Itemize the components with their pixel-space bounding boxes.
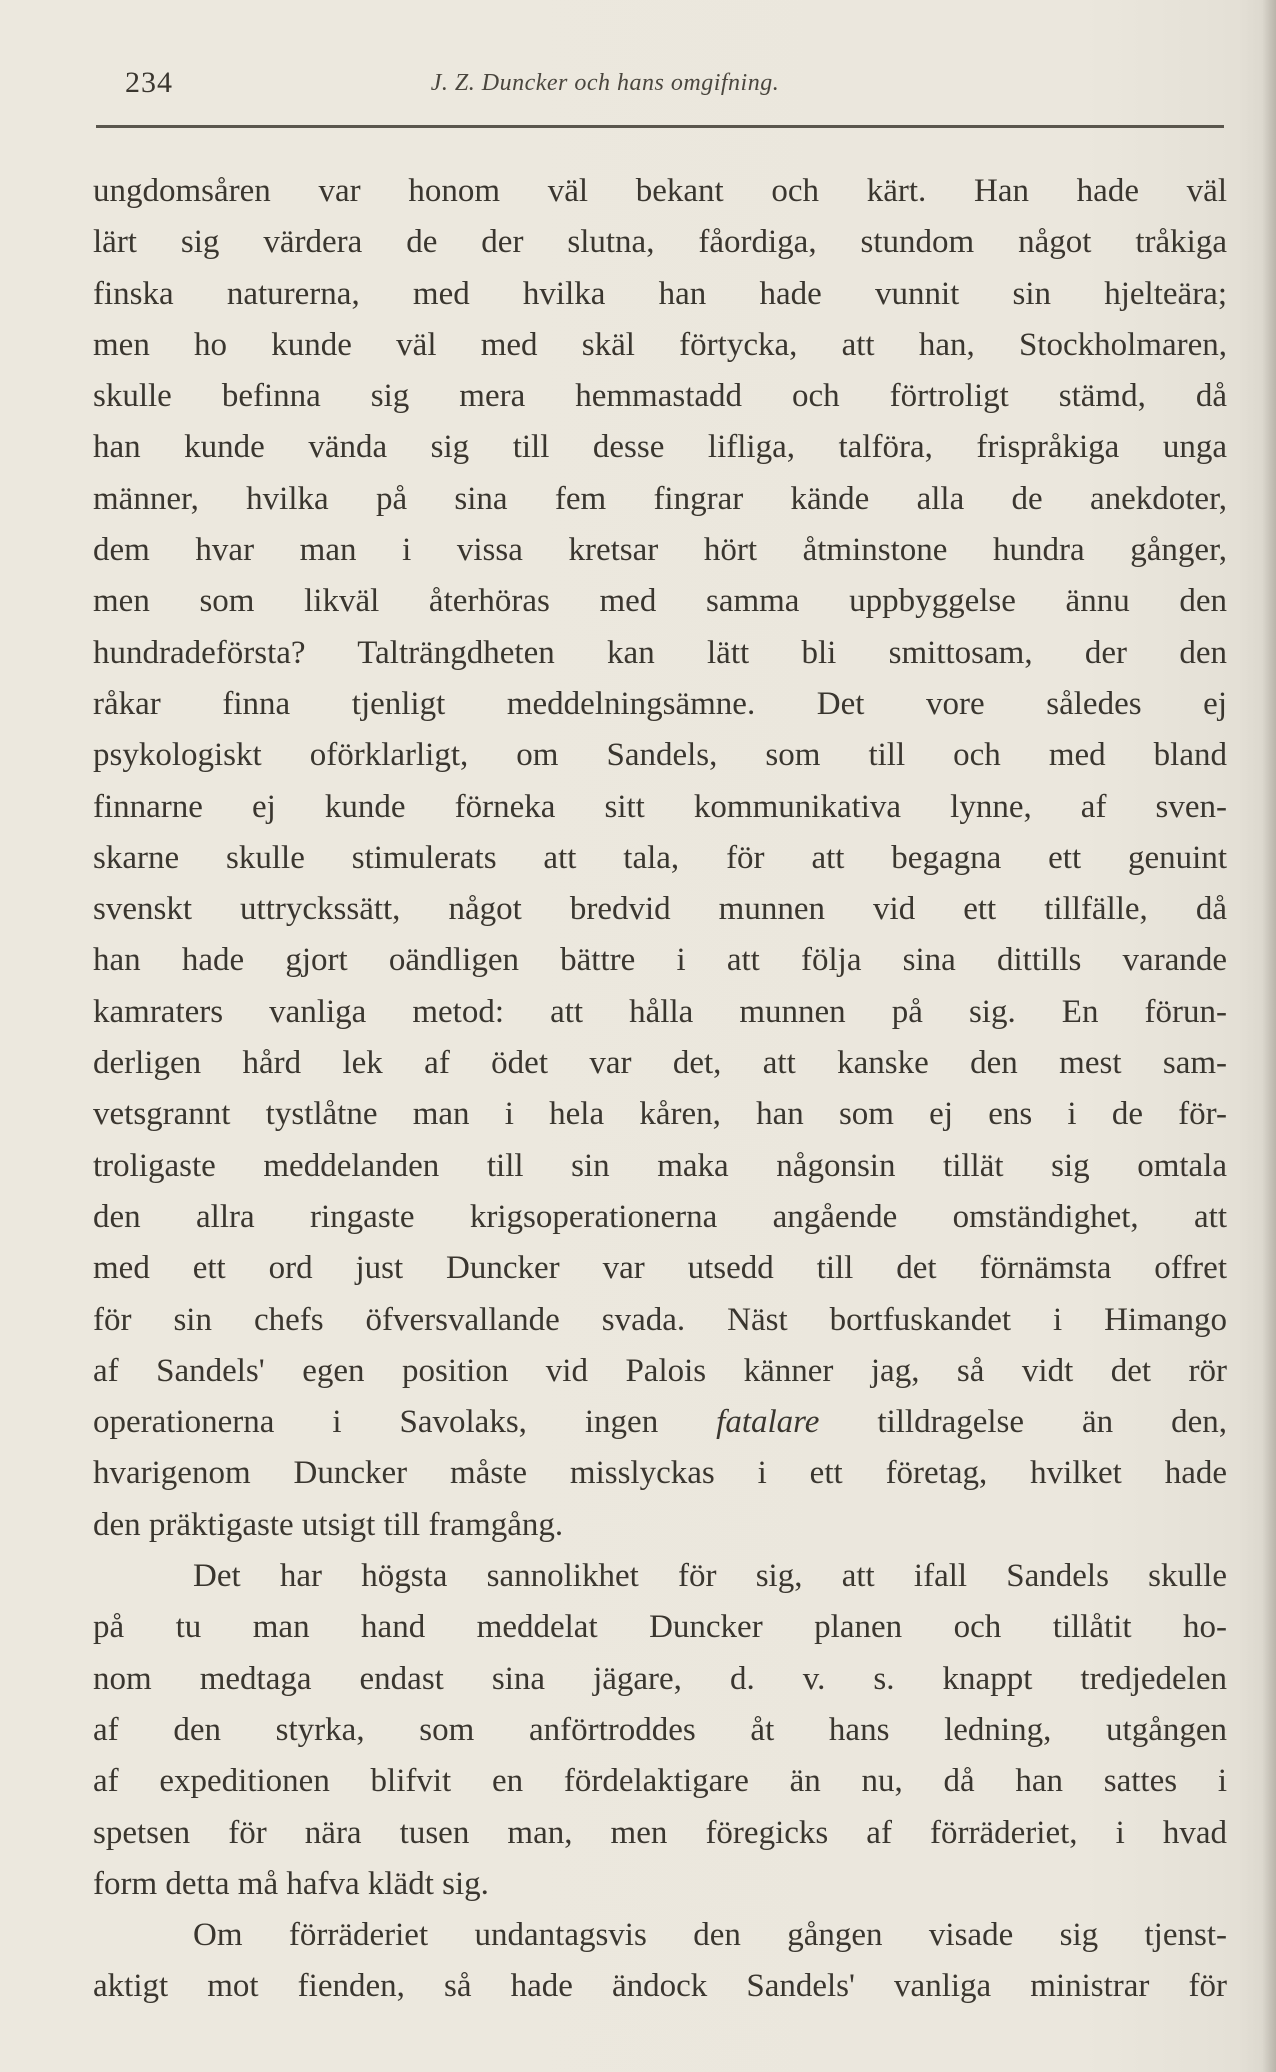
text-line: hvarigenom Duncker måste misslyckas i ett företag, hvilket hade [93,1455,1227,1492]
text-line: men ho kunde väl med skäl förtycka, att han, Stockholmaren, [93,326,1227,363]
page-number: 234 [125,66,173,99]
text-line: dem hvar man i vissa kretsar hört åtminstone hundra gånger, [93,532,1227,569]
text-line: aktigt mot fienden, så hade ändock Sandels' vanliga ministrar för [93,1968,1227,2005]
text-line-fatalare [93,1397,1227,1448]
text-line: den präktigaste utsigt till framgång. [93,1506,564,1543]
page-header [95,66,1223,106]
emphasized-word: fatalare [716,1404,820,1441]
text-line: nom medtaga endast sina jägare, d. v. s. knappt tredjedelen [93,1660,1227,1697]
text-line: psykologiskt oförklarligt, om Sandels, som till och med bland [93,737,1227,774]
text-line: ungdomsåren var honom väl bekant och kärt. Han hade väl [93,173,1227,209]
text-line: hundradeförsta? Talträngdheten kan lätt bli smittosam, der den [93,634,1227,671]
text-line: af expeditionen blifvit en fördelaktigare än nu, då han sattes i [93,1763,1227,1800]
text-line: spetsen för nära tusen man, men föregicks af förräderiet, i hvad [93,1814,1227,1851]
page-edge-shadow [1262,0,1276,2072]
text-line: lärt sig värdera de der slutna, fåordiga, stundom något tråkiga [93,224,1227,261]
text-line: form detta må hafva klädt sig. [93,1865,489,1902]
text-line: männer, hvilka på sina fem fingrar kände alla de anekdoter, [93,480,1227,517]
running-title: J. Z. Duncker och hans omgifning. [430,70,780,96]
body-text [93,166,1227,2013]
text-line: vetsgrannt tystlåtne man i hela kåren, han som ej ens i de för- [93,1096,1227,1133]
text-line: af den styrka, som anförtroddes åt hans ledning, utgången [93,1711,1227,1748]
text-line: han kunde vända sig till desse lifliga, talföra, frispråkiga unga [93,429,1227,466]
text-line-emphasis: operationerna i Savolaks, ingen fatalare tilldragelse än den, [93,1404,1227,1441]
text-line: af Sandels' egen position vid Palois känner jag, så vidt det rör [93,1352,1227,1389]
text-line: troligaste meddelanden till sin maka någonsin tillät sig omtala [93,1147,1227,1184]
text-line: han hade gjort oändligen bättre i att följa sina dittills varande [93,942,1227,979]
text-line: skulle befinna sig mera hemmastadd och förtroligt stämd, då [93,378,1227,415]
paragraph-start-line: Om förräderiet undantagsvis den gången visade sig tjenst- [193,1917,1227,1954]
text-line: med ett ord just Duncker var utsedd till det förnämsta offret [93,1250,1227,1287]
text-line: skarne skulle stimulerats att tala, för att begagna ett genuint [93,839,1227,876]
header-rule [96,125,1224,128]
text-line: finska naturerna, med hvilka han hade vunnit sin hjelteära; [93,275,1227,312]
text-line: för sin chefs öfversvallande svada. Näst bortfuskandet i Himango [93,1301,1227,1338]
text-line: svenskt uttryckssätt, något bredvid munnen vid ett tillfälle, då [93,891,1227,928]
text-line: derligen hård lek af ödet var det, att kanske den mest sam- [93,1045,1227,1082]
text-line: kamraters vanliga metod: att hålla munnen på sig. En förun- [93,993,1227,1030]
text-line: den allra ringaste krigsoperationerna angående omständighet, att [93,1198,1227,1235]
text-line: finnarne ej kunde förneka sitt kommunikativa lynne, af sven- [93,788,1227,825]
paragraph-start-line: Det har högsta sannolikhet för sig, att ifall Sandels skulle [193,1558,1227,1595]
text-line: råkar finna tjenligt meddelningsämne. Det vore således ej [93,685,1227,722]
text-line: men som likväl återhöras med samma uppbyggelse ännu den [93,583,1227,620]
text-line: på tu man hand meddelat Duncker planen och tillåtit ho- [93,1609,1227,1646]
